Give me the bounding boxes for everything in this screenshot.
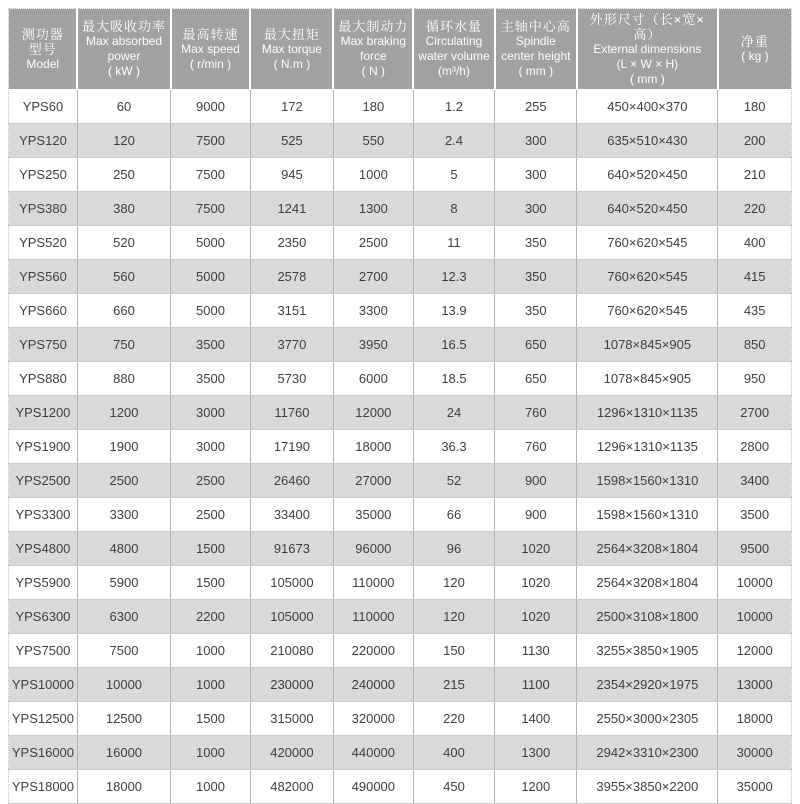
column-header-line: ( kW ): [107, 64, 140, 78]
cell-max_torque: 1241: [250, 192, 333, 226]
cell-spindle_center_height: 1020: [495, 600, 577, 634]
cell-spindle_center_height: 650: [495, 328, 577, 362]
cell-circulating_water_volume: 12.3: [413, 260, 494, 294]
cell-external_dimensions: 640×520×450: [577, 192, 718, 226]
cell-max_torque: 210080: [250, 634, 333, 668]
column-header-line: ( kg ): [741, 49, 769, 63]
cell-max_braking_force: 440000: [333, 736, 413, 770]
column-header-line: ( mm ): [518, 64, 554, 78]
cell-external_dimensions: 2564×3208×1804: [577, 532, 718, 566]
column-header-max_torque: [250, 9, 333, 90]
column-header-line: Circulating water volume: [418, 34, 490, 63]
cell-circulating_water_volume: 220: [413, 702, 494, 736]
cell-net_weight: 415: [718, 260, 792, 294]
cell-model: YPS1200: [9, 396, 78, 430]
cell-circulating_water_volume: 120: [413, 566, 494, 600]
column-header-line: External dimensions: [593, 41, 702, 56]
cell-max_absorbed_power: 1200: [77, 396, 170, 430]
cell-net_weight: 30000: [718, 736, 792, 770]
column-header-line: ( mm ): [630, 71, 665, 86]
cell-max_speed: 1000: [171, 736, 251, 770]
cell-max_speed: 2200: [171, 600, 251, 634]
cell-net_weight: 35000: [718, 770, 792, 804]
cell-max_speed: 3000: [171, 396, 251, 430]
cell-net_weight: 13000: [718, 668, 792, 702]
table-row-yps16000: [9, 736, 792, 770]
cell-max_absorbed_power: 250: [77, 158, 170, 192]
cell-max_speed: 5000: [171, 226, 251, 260]
cell-model: YPS60: [9, 90, 78, 124]
cell-spindle_center_height: 350: [495, 294, 577, 328]
column-header-model: [9, 9, 78, 90]
cell-circulating_water_volume: 215: [413, 668, 494, 702]
cell-model: YPS560: [9, 260, 78, 294]
column-header-line: Spindle center height: [501, 34, 571, 63]
cell-max_torque: 26460: [250, 464, 333, 498]
cell-spindle_center_height: 1300: [495, 736, 577, 770]
cell-spindle_center_height: 650: [495, 362, 577, 396]
cell-max_absorbed_power: 1900: [77, 430, 170, 464]
cell-spindle_center_height: 300: [495, 192, 577, 226]
cell-spindle_center_height: 1020: [495, 566, 577, 600]
cell-external_dimensions: 2354×2920×1975: [577, 668, 718, 702]
table-row-yps12500: [9, 702, 792, 736]
column-header-line: ( N ): [361, 64, 385, 78]
cell-max_absorbed_power: 520: [77, 226, 170, 260]
cell-external_dimensions: 450×400×370: [577, 90, 718, 124]
cell-max_torque: 482000: [250, 770, 333, 804]
cell-max_torque: 420000: [250, 736, 333, 770]
cell-external_dimensions: 635×510×430: [577, 124, 718, 158]
cell-max_speed: 2500: [171, 464, 251, 498]
cell-max_speed: 5000: [171, 294, 251, 328]
table-row-yps750: [9, 328, 792, 362]
cell-max_braking_force: 6000: [333, 362, 413, 396]
cell-max_torque: 5730: [250, 362, 333, 396]
cell-net_weight: 12000: [718, 634, 792, 668]
cell-max_braking_force: 2500: [333, 226, 413, 260]
cell-max_torque: 11760: [250, 396, 333, 430]
cell-net_weight: 3500: [718, 498, 792, 532]
cell-circulating_water_volume: 13.9: [413, 294, 494, 328]
cell-max_absorbed_power: 7500: [77, 634, 170, 668]
cell-max_absorbed_power: 60: [77, 90, 170, 124]
cell-external_dimensions: 760×620×545: [577, 294, 718, 328]
cell-max_braking_force: 3950: [333, 328, 413, 362]
column-header-max_braking_force: [333, 9, 413, 90]
cell-model: YPS10000: [9, 668, 78, 702]
column-header-spindle_center_height: [495, 9, 577, 90]
cell-max_speed: 5000: [171, 260, 251, 294]
table-row-yps250: [9, 158, 792, 192]
cell-external_dimensions: 3955×3850×2200: [577, 770, 718, 804]
cell-max_absorbed_power: 3300: [77, 498, 170, 532]
cell-max_torque: 2578: [250, 260, 333, 294]
column-header-line: 测功器: [21, 26, 64, 42]
cell-max_torque: 315000: [250, 702, 333, 736]
cell-max_absorbed_power: 5900: [77, 566, 170, 600]
column-header-line: Max braking force: [340, 34, 407, 63]
cell-max_torque: 105000: [250, 600, 333, 634]
cell-model: YPS380: [9, 192, 78, 226]
cell-max_speed: 1500: [171, 566, 251, 600]
cell-max_absorbed_power: 16000: [77, 736, 170, 770]
column-header-line: (L × W × H): [616, 56, 679, 71]
cell-max_speed: 3000: [171, 430, 251, 464]
cell-external_dimensions: 2564×3208×1804: [577, 566, 718, 600]
column-header-circulating_water_volume: [413, 9, 494, 90]
cell-net_weight: 10000: [718, 600, 792, 634]
cell-max_absorbed_power: 660: [77, 294, 170, 328]
cell-net_weight: 2800: [718, 430, 792, 464]
cell-model: YPS7500: [9, 634, 78, 668]
cell-max_braking_force: 110000: [333, 566, 413, 600]
cell-model: YPS5900: [9, 566, 78, 600]
table-row-yps660: [9, 294, 792, 328]
cell-spindle_center_height: 1100: [495, 668, 577, 702]
cell-max_braking_force: 35000: [333, 498, 413, 532]
cell-circulating_water_volume: 24: [413, 396, 494, 430]
cell-net_weight: 200: [718, 124, 792, 158]
column-header-max_absorbed_power: [77, 9, 170, 90]
cell-max_braking_force: 3300: [333, 294, 413, 328]
cell-spindle_center_height: 350: [495, 226, 577, 260]
cell-max_braking_force: 550: [333, 124, 413, 158]
cell-max_absorbed_power: 6300: [77, 600, 170, 634]
cell-max_braking_force: 96000: [333, 532, 413, 566]
table-row-yps60: [9, 90, 792, 124]
cell-external_dimensions: 2550×3000×2305: [577, 702, 718, 736]
cell-net_weight: 435: [718, 294, 792, 328]
cell-max_torque: 525: [250, 124, 333, 158]
cell-circulating_water_volume: 120: [413, 600, 494, 634]
cell-model: YPS120: [9, 124, 78, 158]
cell-net_weight: 400: [718, 226, 792, 260]
cell-max_braking_force: 240000: [333, 668, 413, 702]
column-header-line: ( r/min ): [189, 56, 232, 71]
cell-net_weight: 220: [718, 192, 792, 226]
table-row-yps120: [9, 124, 792, 158]
cell-max_absorbed_power: 2500: [77, 464, 170, 498]
cell-max_speed: 7500: [171, 124, 251, 158]
cell-net_weight: 3400: [718, 464, 792, 498]
table-header: [9, 9, 792, 90]
cell-circulating_water_volume: 52: [413, 464, 494, 498]
cell-spindle_center_height: 350: [495, 260, 577, 294]
column-header-line: 型号: [28, 41, 57, 57]
cell-model: YPS1900: [9, 430, 78, 464]
cell-circulating_water_volume: 2.4: [413, 124, 494, 158]
dynamometer-spec-table: [8, 8, 792, 804]
cell-max_speed: 7500: [171, 158, 251, 192]
cell-max_braking_force: 18000: [333, 430, 413, 464]
cell-spindle_center_height: 1130: [495, 634, 577, 668]
table-row-yps3300: [9, 498, 792, 532]
column-header-line: (m³/h): [437, 64, 470, 78]
table-row-yps5900: [9, 566, 792, 600]
cell-max_speed: 3500: [171, 362, 251, 396]
cell-circulating_water_volume: 8: [413, 192, 494, 226]
column-header-line: 净重: [740, 34, 769, 49]
cell-model: YPS6300: [9, 600, 78, 634]
cell-circulating_water_volume: 16.5: [413, 328, 494, 362]
cell-spindle_center_height: 300: [495, 158, 577, 192]
table-row-yps1900: [9, 430, 792, 464]
cell-max_absorbed_power: 10000: [77, 668, 170, 702]
cell-max_torque: 2350: [250, 226, 333, 260]
cell-max_braking_force: 12000: [333, 396, 413, 430]
cell-external_dimensions: 640×520×450: [577, 158, 718, 192]
cell-max_torque: 3151: [250, 294, 333, 328]
cell-max_braking_force: 1300: [333, 192, 413, 226]
column-header-line: 最大扭矩: [263, 26, 320, 42]
cell-net_weight: 18000: [718, 702, 792, 736]
cell-max_torque: 17190: [250, 430, 333, 464]
cell-max_braking_force: 27000: [333, 464, 413, 498]
table-row-yps520: [9, 226, 792, 260]
cell-max_speed: 1500: [171, 702, 251, 736]
cell-net_weight: 10000: [718, 566, 792, 600]
table-row-yps7500: [9, 634, 792, 668]
cell-spindle_center_height: 760: [495, 396, 577, 430]
cell-spindle_center_height: 1020: [495, 532, 577, 566]
cell-max_speed: 1000: [171, 770, 251, 804]
cell-net_weight: 950: [718, 362, 792, 396]
cell-external_dimensions: 1078×845×905: [577, 362, 718, 396]
cell-circulating_water_volume: 450: [413, 770, 494, 804]
cell-model: YPS880: [9, 362, 78, 396]
cell-max_braking_force: 220000: [333, 634, 413, 668]
cell-max_speed: 3500: [171, 328, 251, 362]
table-row-yps1200: [9, 396, 792, 430]
cell-model: YPS3300: [9, 498, 78, 532]
column-header-line: 外形尺寸（长×宽×高）: [589, 11, 705, 42]
cell-max_absorbed_power: 4800: [77, 532, 170, 566]
table-row-yps10000: [9, 668, 792, 702]
cell-circulating_water_volume: 1.2: [413, 90, 494, 124]
cell-max_torque: 105000: [250, 566, 333, 600]
column-header-line: 主轴中心高: [500, 19, 571, 34]
cell-circulating_water_volume: 96: [413, 532, 494, 566]
cell-external_dimensions: 2500×3108×1800: [577, 600, 718, 634]
column-header-line: Max speed: [181, 41, 240, 56]
table-row-yps880: [9, 362, 792, 396]
cell-max_absorbed_power: 880: [77, 362, 170, 396]
cell-external_dimensions: 1598×1560×1310: [577, 464, 718, 498]
cell-max_torque: 172: [250, 90, 333, 124]
cell-max_braking_force: 1000: [333, 158, 413, 192]
cell-model: YPS520: [9, 226, 78, 260]
cell-external_dimensions: 760×620×545: [577, 260, 718, 294]
cell-circulating_water_volume: 5: [413, 158, 494, 192]
cell-external_dimensions: 1078×845×905: [577, 328, 718, 362]
cell-circulating_water_volume: 36.3: [413, 430, 494, 464]
cell-spindle_center_height: 900: [495, 464, 577, 498]
cell-spindle_center_height: 1400: [495, 702, 577, 736]
cell-net_weight: 180: [718, 90, 792, 124]
cell-circulating_water_volume: 150: [413, 634, 494, 668]
table-row-yps560: [9, 260, 792, 294]
column-header-line: Model: [26, 56, 60, 71]
table-row-yps2500: [9, 464, 792, 498]
table-row-yps380: [9, 192, 792, 226]
cell-max_speed: 1000: [171, 668, 251, 702]
cell-max_speed: 1500: [171, 532, 251, 566]
cell-max_speed: 7500: [171, 192, 251, 226]
cell-max_speed: 2500: [171, 498, 251, 532]
column-header-line: Max torque: [261, 41, 322, 56]
cell-spindle_center_height: 255: [495, 90, 577, 124]
cell-model: YPS16000: [9, 736, 78, 770]
cell-max_braking_force: 320000: [333, 702, 413, 736]
cell-net_weight: 850: [718, 328, 792, 362]
cell-net_weight: 2700: [718, 396, 792, 430]
cell-external_dimensions: 760×620×545: [577, 226, 718, 260]
cell-circulating_water_volume: 18.5: [413, 362, 494, 396]
cell-model: YPS4800: [9, 532, 78, 566]
cell-external_dimensions: 1296×1310×1135: [577, 430, 718, 464]
cell-external_dimensions: 1296×1310×1135: [577, 396, 718, 430]
cell-max_braking_force: 110000: [333, 600, 413, 634]
cell-model: YPS18000: [9, 770, 78, 804]
cell-max_absorbed_power: 120: [77, 124, 170, 158]
column-header-external_dimensions: [577, 9, 718, 90]
cell-circulating_water_volume: 400: [413, 736, 494, 770]
column-header-max_speed: [171, 9, 251, 90]
cell-model: YPS2500: [9, 464, 78, 498]
column-header-line: Max absorbed power: [85, 34, 162, 63]
table-row-yps18000: [9, 770, 792, 804]
column-header-line: ( N.m ): [273, 56, 311, 71]
cell-spindle_center_height: 760: [495, 430, 577, 464]
cell-max_absorbed_power: 560: [77, 260, 170, 294]
cell-max_torque: 33400: [250, 498, 333, 532]
cell-max_torque: 91673: [250, 532, 333, 566]
cell-max_absorbed_power: 380: [77, 192, 170, 226]
column-header-line: 最大吸收功率: [81, 19, 166, 34]
cell-model: YPS250: [9, 158, 78, 192]
cell-net_weight: 9500: [718, 532, 792, 566]
cell-spindle_center_height: 1200: [495, 770, 577, 804]
table-row-yps4800: [9, 532, 792, 566]
table-body: [9, 90, 792, 804]
column-header-net_weight: [718, 9, 792, 90]
cell-max_braking_force: 2700: [333, 260, 413, 294]
cell-external_dimensions: 1598×1560×1310: [577, 498, 718, 532]
cell-max_speed: 9000: [171, 90, 251, 124]
cell-max_braking_force: 180: [333, 90, 413, 124]
cell-max_torque: 945: [250, 158, 333, 192]
cell-max_absorbed_power: 18000: [77, 770, 170, 804]
table-row-yps6300: [9, 600, 792, 634]
cell-max_torque: 230000: [250, 668, 333, 702]
cell-model: YPS660: [9, 294, 78, 328]
cell-max_absorbed_power: 750: [77, 328, 170, 362]
cell-max_absorbed_power: 12500: [77, 702, 170, 736]
column-header-line: 最高转速: [182, 26, 239, 42]
cell-external_dimensions: 3255×3850×1905: [577, 634, 718, 668]
column-header-line: 最大制动力: [338, 19, 409, 34]
cell-model: YPS12500: [9, 702, 78, 736]
column-header-line: 循环水量: [425, 19, 482, 34]
cell-spindle_center_height: 300: [495, 124, 577, 158]
header-row: [9, 9, 792, 90]
cell-max_speed: 1000: [171, 634, 251, 668]
cell-net_weight: 210: [718, 158, 792, 192]
cell-spindle_center_height: 900: [495, 498, 577, 532]
cell-external_dimensions: 2942×3310×2300: [577, 736, 718, 770]
cell-model: YPS750: [9, 328, 78, 362]
cell-max_torque: 3770: [250, 328, 333, 362]
cell-circulating_water_volume: 66: [413, 498, 494, 532]
cell-max_braking_force: 490000: [333, 770, 413, 804]
cell-circulating_water_volume: 11: [413, 226, 494, 260]
